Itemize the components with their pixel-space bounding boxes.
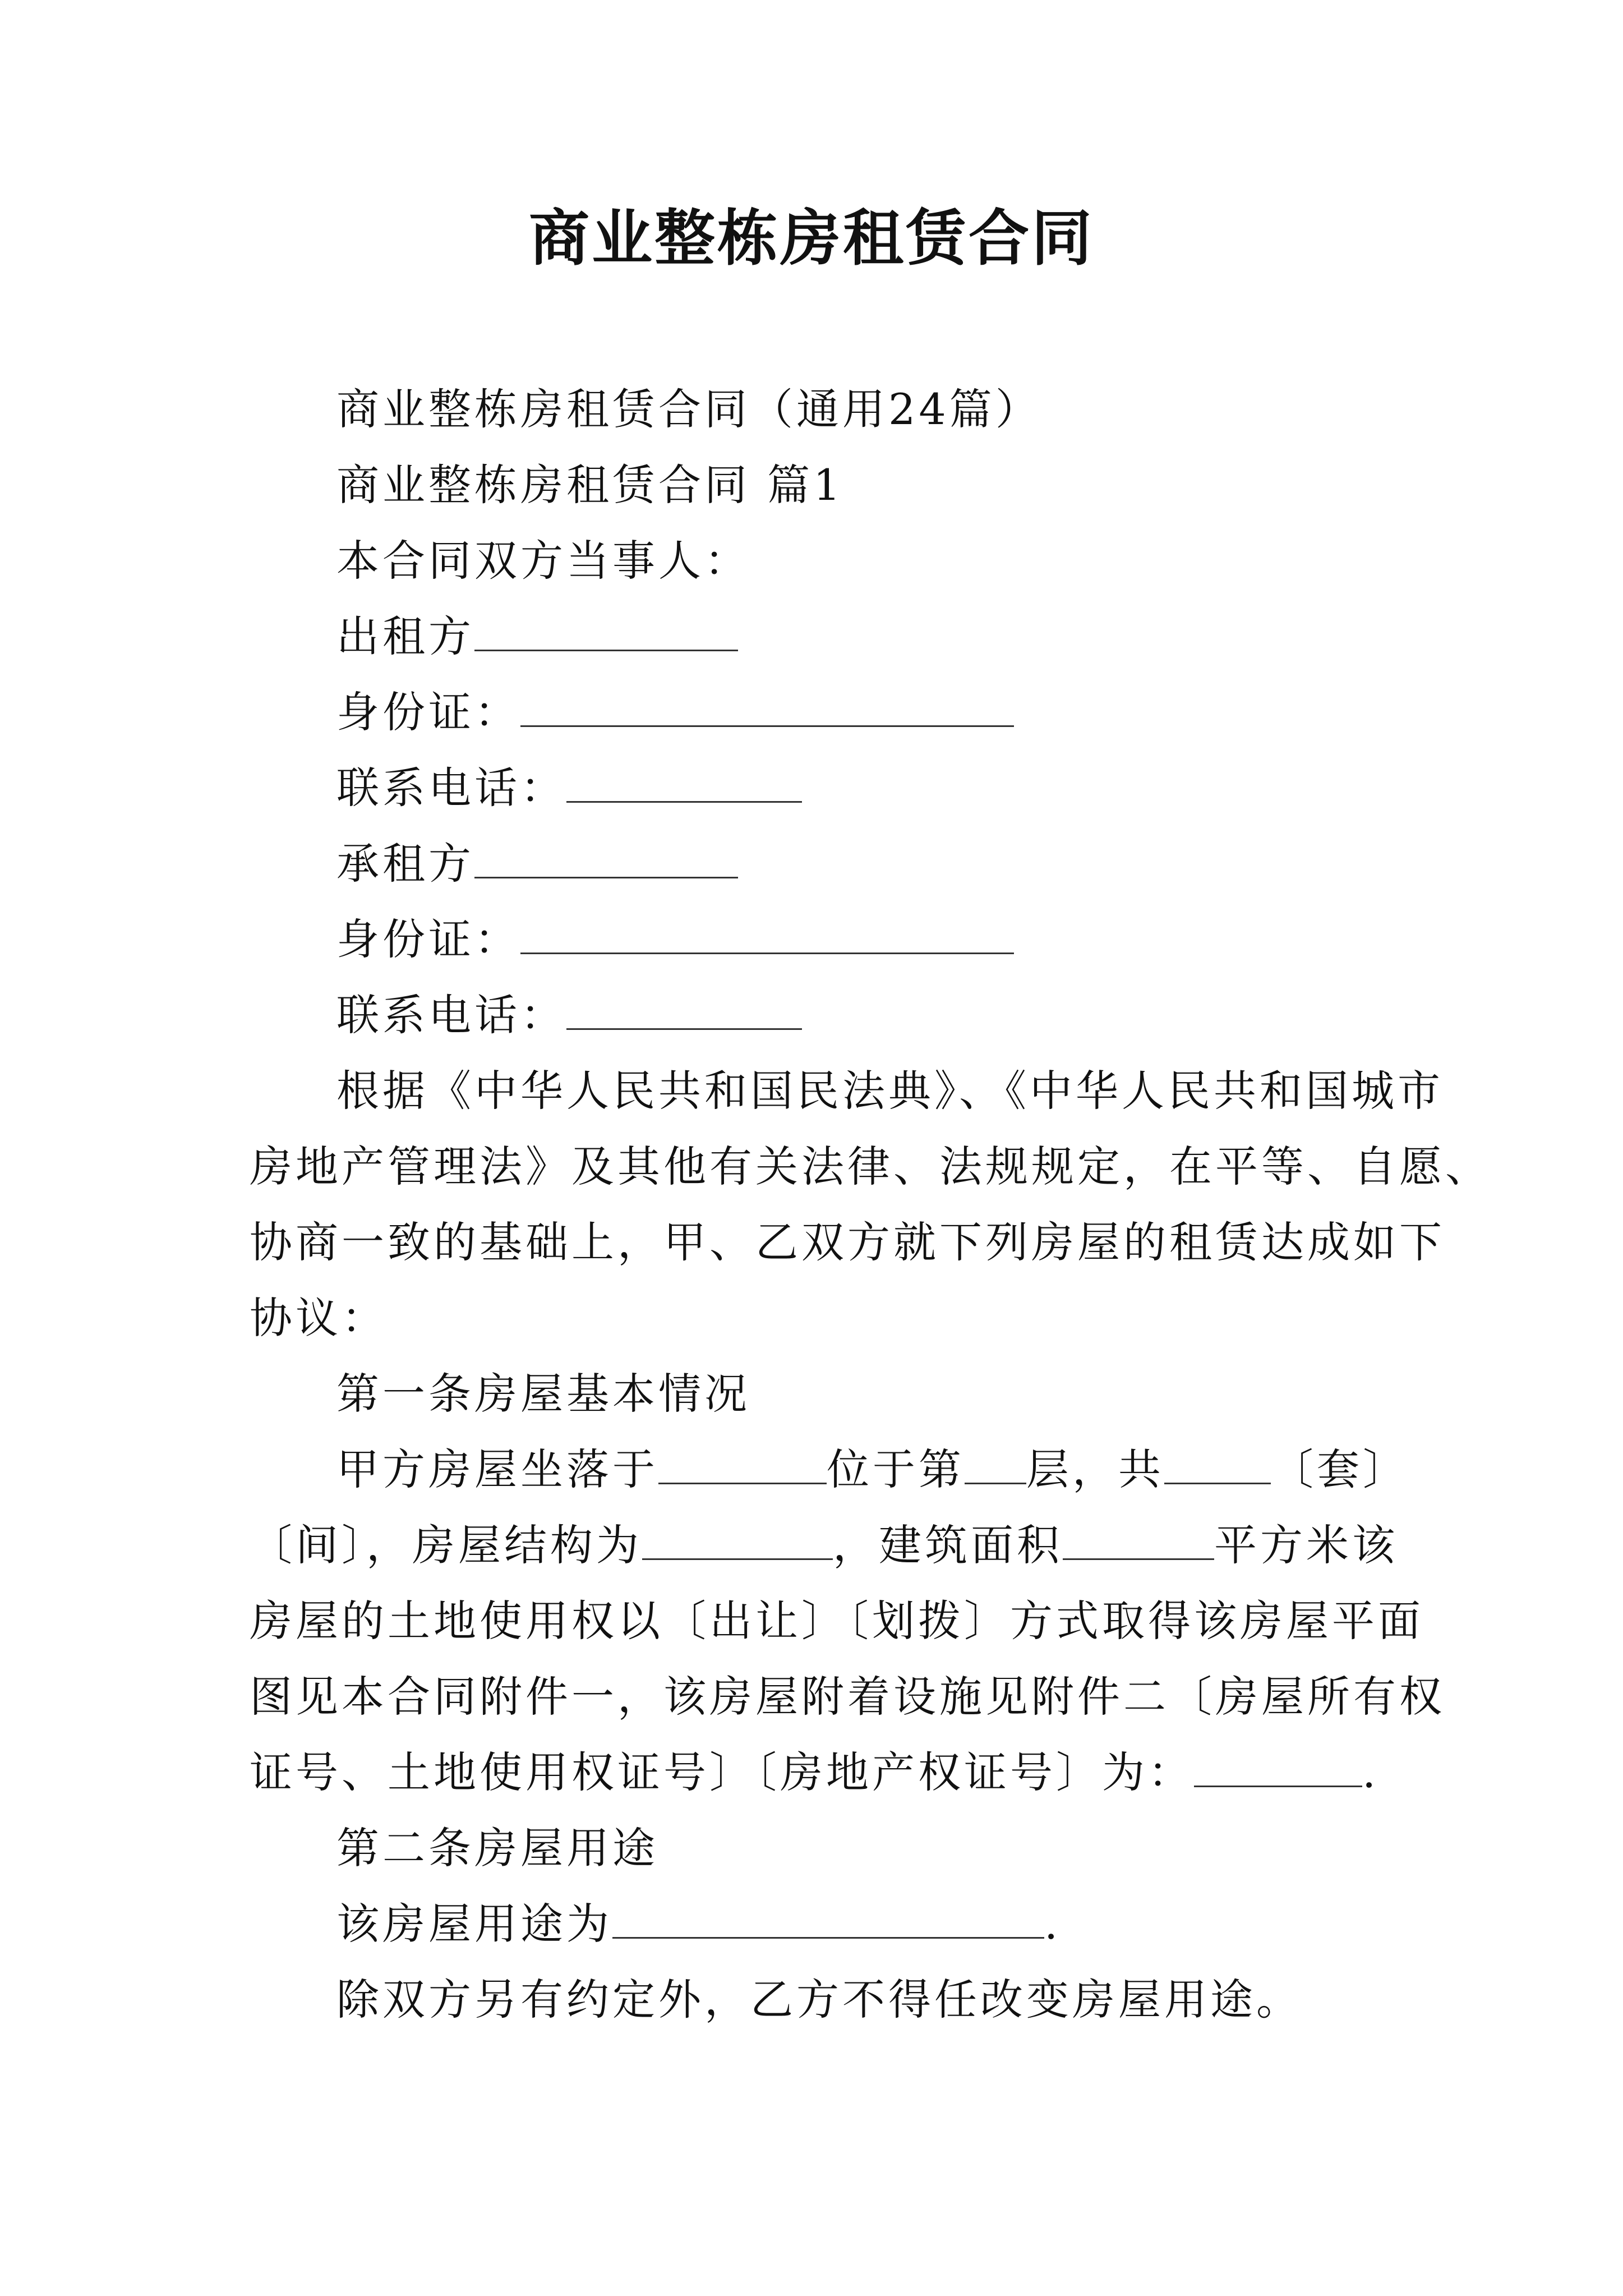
paragraph-line <box>250 1745 1379 1801</box>
lessor-phone-label: 联系电话： <box>336 763 566 813</box>
text-run: . <box>1362 1747 1380 1797</box>
usage-blank <box>612 1898 1044 1939</box>
paragraph-line: 图见本合同附件一，该房屋附着设施见附件二〔房屋所有权 <box>250 1672 1445 1722</box>
paragraph-line <box>250 1517 1398 1573</box>
units-blank <box>1164 1443 1271 1484</box>
lessee-label: 承租方 <box>336 839 474 889</box>
lessor-label: 出租方 <box>336 611 474 661</box>
text-run: 该房屋用途为 <box>336 1899 612 1949</box>
paragraph-line: 协商一致的基础上，甲、乙双方就下列房屋的租赁达成如下 <box>250 1217 1445 1267</box>
paragraph-line <box>336 1896 1061 1952</box>
lessee-phone-blank <box>566 989 802 1030</box>
lessee-blank <box>474 838 738 878</box>
text-run: ，建筑面积 <box>833 1520 1063 1570</box>
lessor-id-line <box>336 684 1014 740</box>
lessor-id-label: 身份证： <box>336 687 520 737</box>
lessor-line <box>336 609 738 665</box>
lessor-phone-blank <box>566 762 802 803</box>
text-run: 〔间〕，房屋结构为 <box>250 1520 642 1570</box>
paragraph-line: 房地产管理法》及其他有关法律、法规规定，在平等、自愿、 <box>250 1142 1491 1191</box>
lessor-id-blank <box>520 686 1014 727</box>
lessor-blank <box>474 610 738 651</box>
paragraph-line: 根据《中华人民共和国民法典》、《中华人民共和国城市 <box>336 1066 1444 1116</box>
text-run: 平方米该 <box>1214 1520 1398 1570</box>
lessee-id-line <box>336 912 1014 968</box>
lessee-id-label: 身份证： <box>336 914 520 964</box>
lessee-line <box>336 836 738 892</box>
lessee-id-blank <box>520 913 1014 954</box>
article-heading: 第二条房屋用途 <box>336 1823 658 1873</box>
paragraph-line: 协议： <box>250 1293 388 1343</box>
section-heading: 商业整栋房租赁合同 篇1 <box>336 460 844 510</box>
lessee-phone-line <box>336 987 802 1043</box>
paragraph-line <box>336 1442 1409 1498</box>
article-heading: 第一条房屋基本情况 <box>336 1369 750 1419</box>
floor-blank <box>965 1443 1026 1484</box>
lessee-phone-label: 联系电话： <box>336 990 566 1040</box>
text-run: . <box>1044 1899 1062 1949</box>
subtitle-line: 商业整栋房租赁合同（通用24篇） <box>336 384 1041 434</box>
certificate-blank <box>1194 1746 1362 1787</box>
text-run: 位于第 <box>827 1444 965 1494</box>
location-blank <box>658 1443 827 1484</box>
text-run: 层，共 <box>1026 1444 1164 1494</box>
area-blank <box>1063 1519 1214 1560</box>
lessor-phone-line <box>336 760 802 816</box>
parties-intro: 本合同双方当事人： <box>336 536 750 586</box>
paragraph-line: 除双方另有约定外，乙方不得任改变房屋用途。 <box>336 1975 1302 2024</box>
text-run: 〔套〕 <box>1271 1444 1409 1494</box>
structure-blank <box>642 1519 833 1560</box>
text-run: 证号、土地使用权证号〕〔房地产权证号〕为： <box>250 1747 1194 1797</box>
document-title: 商业整栋房租赁合同 <box>528 203 1094 274</box>
text-run: 甲方房屋坐落于 <box>336 1444 658 1494</box>
paragraph-line: 房屋的土地使用权以〔出让〕〔划拨〕方式取得该房屋平面 <box>250 1596 1424 1646</box>
